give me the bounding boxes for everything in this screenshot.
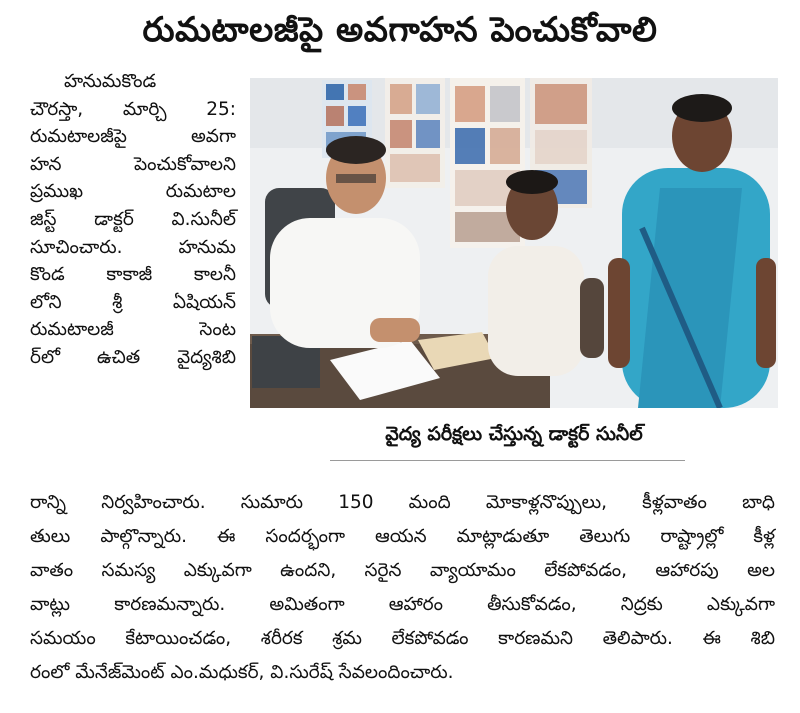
body-line: రంలో మేనేజ్‌మెంట్ ఎం.మధుకర్, వి.సురేష్ సేవలందించారు. [30, 662, 454, 683]
article-headline: రుమటాలజీపై అవగాహన పెంచుకోవాలి [142, 10, 658, 50]
body-line: వాట్లు కారణమన్నారు. అమితంగా ఆహారం తీసుకోవడం, నిద్రకు ఎక్కువగా [30, 594, 775, 615]
article-photo [250, 78, 778, 408]
body-line: హన పెంచుకోవాలని [30, 153, 236, 175]
body-line: తులు పాల్గొన్నారు. ఈ సందర్భంగా ఆయన మాట్లాడుతూ తెలుగు రాష్ట్రాల్లో కీళ్ల [30, 526, 775, 547]
body-line: రాన్ని నిర్వహించారు. సుమారు 150 మంది మోకాళ్లనొప్పులు, కీళ్లవాతం బాధి [30, 492, 775, 513]
body-line: ర్‌లో ఉచిత వైద్యశిబి [30, 346, 236, 368]
body-line: రుమటాలజీపై అవగా [30, 126, 236, 148]
body-line: సూచించారు. హనుమ [30, 236, 236, 258]
body-line: లోని శ్రీ ఏషియన్ [30, 291, 236, 313]
article-body-column [30, 68, 236, 372]
body-line: జిస్ట్ డాక్టర్ వి.సునీల్ [30, 208, 236, 230]
body-line: రుమటాలజీ సెంట [30, 319, 236, 341]
body-line: సమయం కేటాయించడం, శరీరక శ్రమ లేకపోవడం కారణమని తెలిపారు. ఈ శిబి [30, 628, 775, 649]
photo-caption: వైద్య పరీక్షలు చేస్తున్న డాక్టర్ సునీల్ [385, 423, 643, 445]
article-body-full [30, 486, 775, 690]
caption-divider [330, 460, 685, 461]
body-line: ప్రముఖ రుమటాల [30, 181, 236, 203]
body-line: హనుమకొండ [64, 71, 157, 92]
body-line: వాతం సమస్య ఎక్కువగా ఉందని, సరైన వ్యాయామం లేకపోవడం, ఆహారపు అల [30, 560, 775, 581]
body-line: చౌరస్తా, మార్చి 25: [30, 98, 236, 120]
body-line: కొండ కాకాజీ కాలనీ [30, 264, 236, 286]
